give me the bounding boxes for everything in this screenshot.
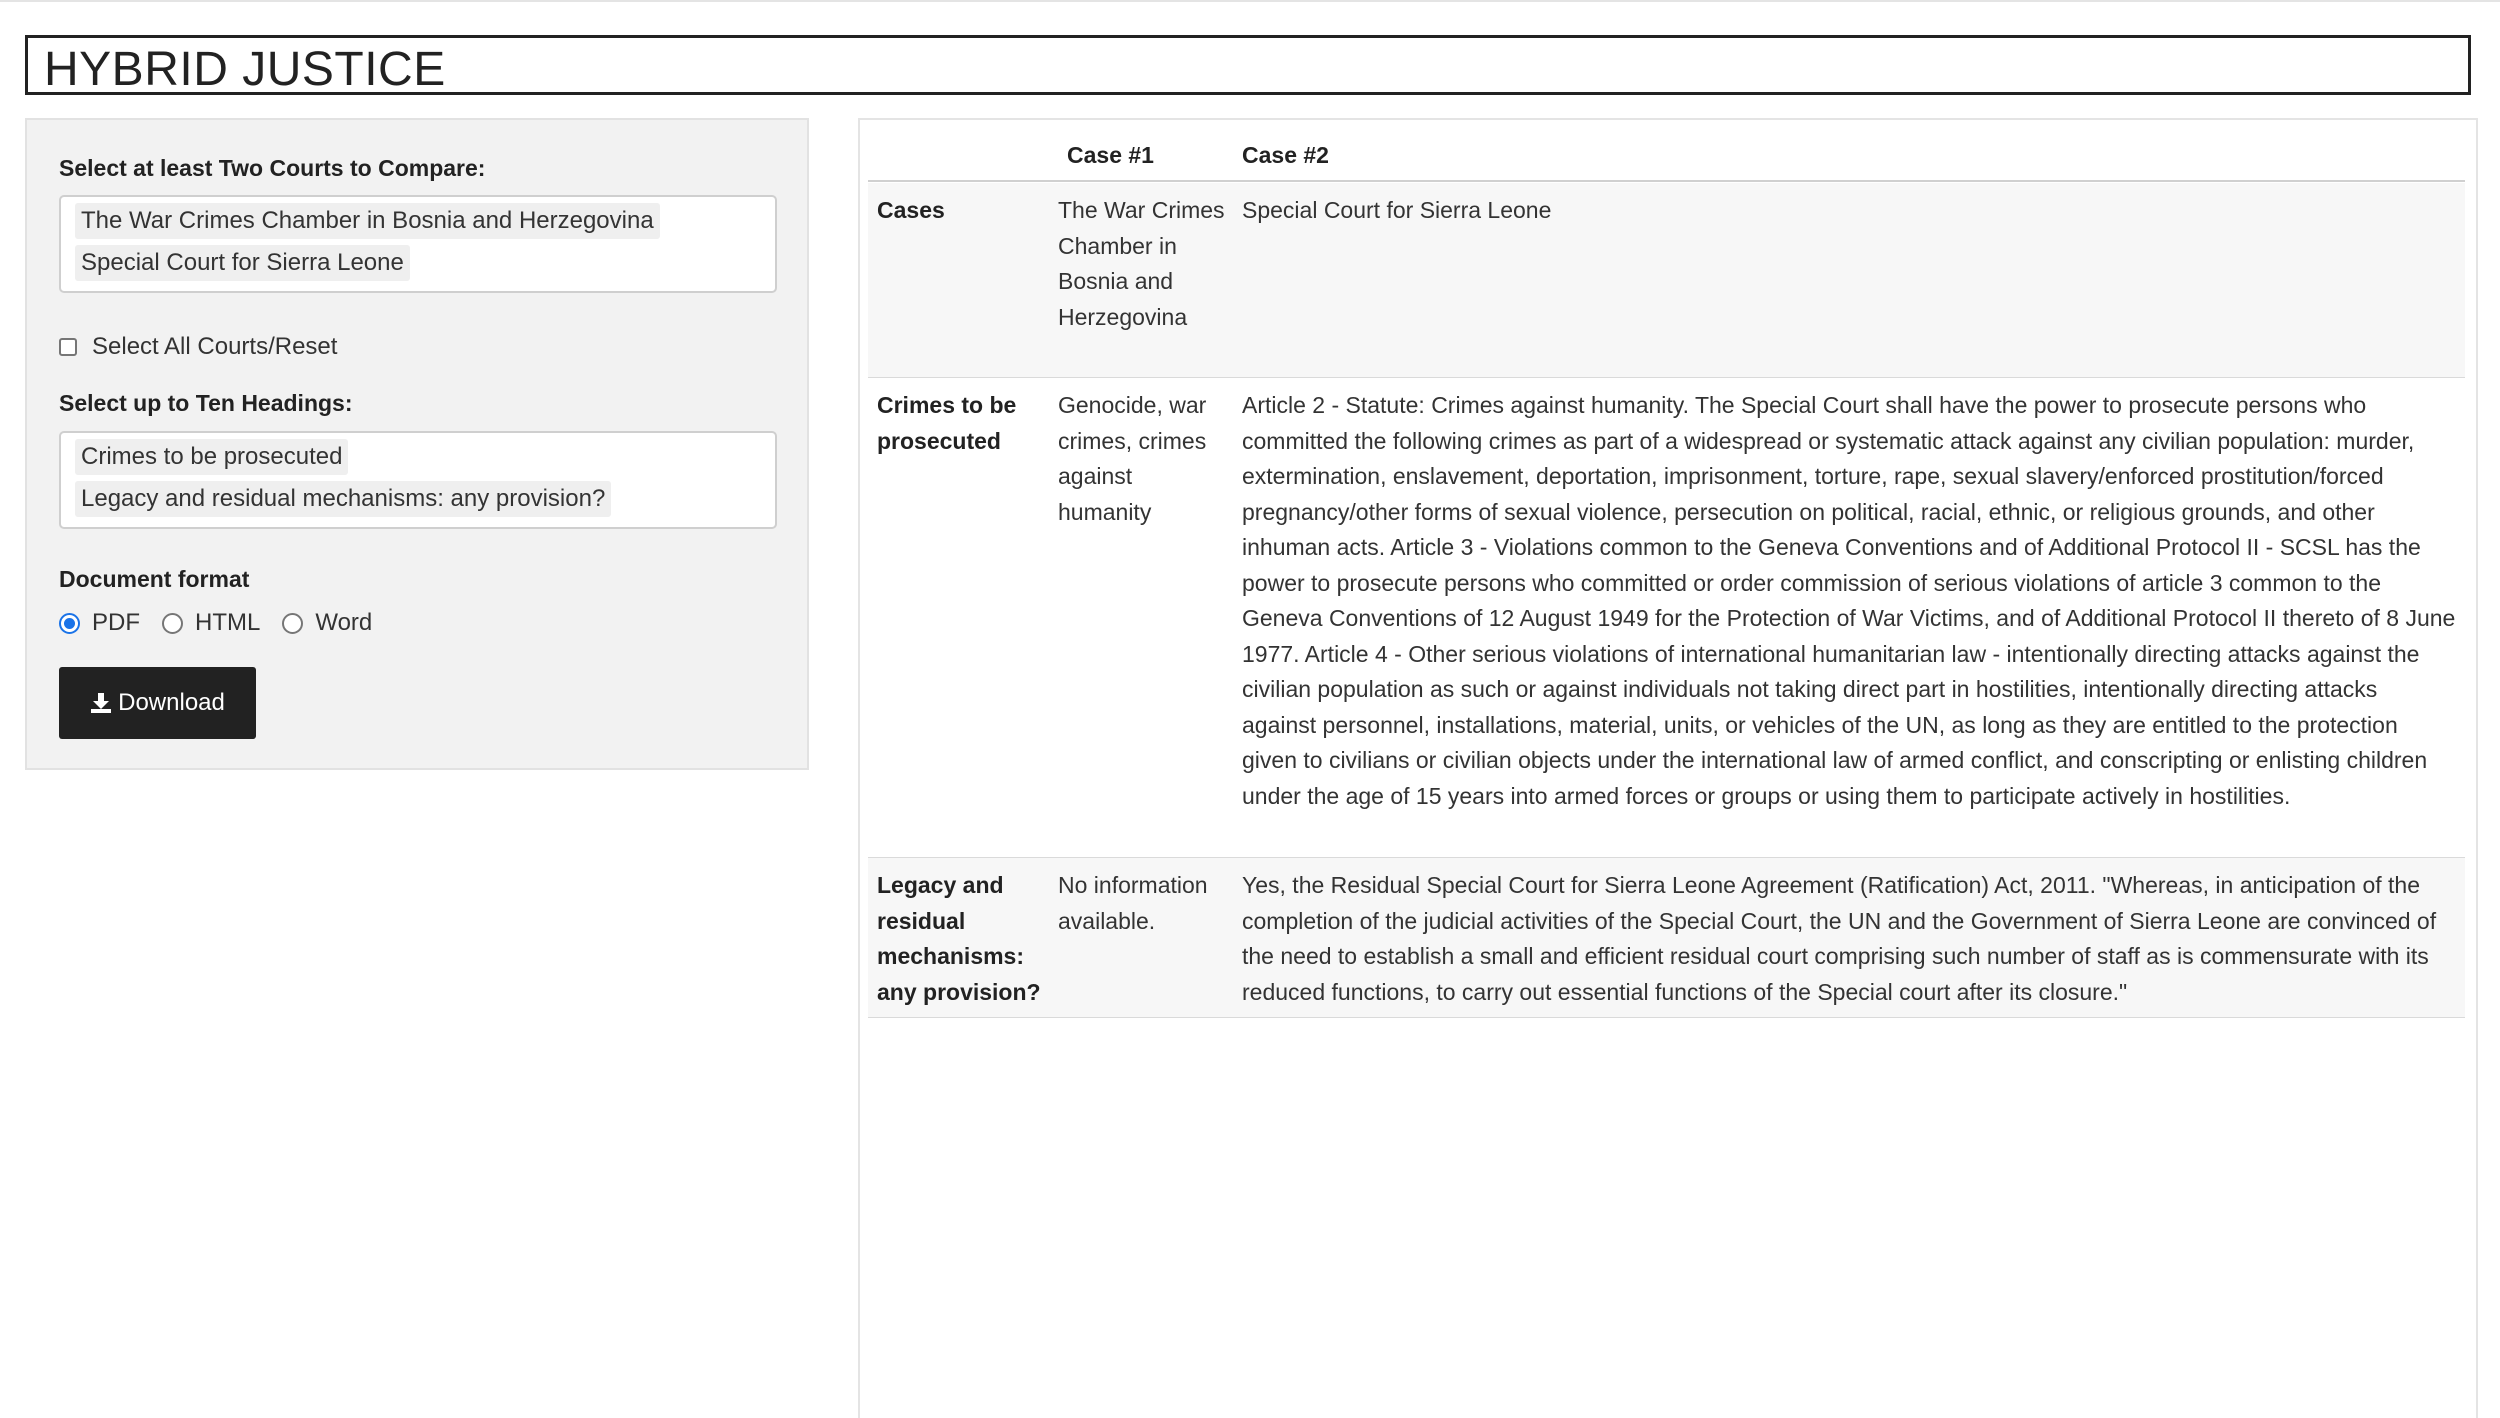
format-label: Document format [59, 566, 250, 592]
select-all-row[interactable] [59, 332, 337, 362]
courts-label: Select at least Two Courts to Compare: [59, 155, 486, 181]
download-icon [90, 692, 112, 714]
table-row [868, 378, 2465, 858]
case2-cell: Yes, the Residual Special Court for Sierra Leone Agreement (Ratification) Act, 2011. "Whereas, in anticipation of the completion of the judicial activities of the Special Court, the UN and the Government of Sierra Leone are convinced of the need to establish a small and efficient residual court comprising such number of staff as is commensurate with its reduced functions, to carry out essential functions of the Special court after its closure." [1242, 872, 2437, 1005]
format-label-word[interactable]: Word [315, 609, 373, 636]
select-all-label[interactable]: Select All Courts/Reset [92, 333, 338, 360]
case1-cell: Genocide, war crimes, crimes against humanity [1058, 392, 1207, 525]
row-heading: Legacy and residual mechanisms: any provision? [877, 872, 1041, 1005]
column-header-case2: Case #2 [1242, 142, 1329, 168]
case2-cell: Special Court for Sierra Leone [1242, 197, 1552, 223]
format-label-html[interactable]: HTML [195, 609, 261, 636]
court-chip[interactable]: Special Court for Sierra Leone [75, 245, 410, 281]
app-title-bar [25, 35, 2471, 95]
headings-label: Select up to Ten Headings: [59, 390, 353, 416]
row-heading: Crimes to be prosecuted [877, 392, 1017, 454]
select-all-checkbox[interactable] [59, 338, 77, 356]
case1-cell: The War Crimes Chamber in Bosnia and Herzegovina [1058, 197, 1225, 330]
courts-select[interactable] [59, 195, 777, 293]
comparison-table [858, 118, 2478, 1418]
headings-select[interactable] [59, 431, 777, 529]
app-title: HYBRID JUSTICE [44, 43, 446, 96]
format-radio-group [59, 608, 394, 638]
download-button[interactable] [59, 667, 256, 739]
heading-chip[interactable]: Crimes to be prosecuted [75, 439, 348, 475]
format-label-pdf[interactable]: PDF [92, 609, 140, 636]
top-divider [0, 0, 2500, 2]
column-header-case1: Case #1 [1067, 142, 1154, 168]
case2-cell: Article 2 - Statute: Crimes against humanity. The Special Court shall have the power to prosecute persons who committed the following crimes as part of a widespread or systematic attack against any civilian population: murder, extermination, enslavement, deportation, imprisonment, torture, rape, sexual slavery/enforced prostitution/forced pregnancy/other forms of sexual violence, persecution on political, racial, ethnic, or religious grounds, and other inhuman acts. Article 3 - Violations common to the Geneva Conventions and of Additional Protocol II - SCSL has the power to prosecute persons who committed or order commission of serious violations of article 3 common to the Geneva Conventions of 12 August 1949 for the Protection of War Victims, and of Additional Protocol II thereto of 8 June 1977. Article 4 - Other serious violations of international humanitarian law - intentionally directing attacks against the civilian population as such or against individuals not taking direct part in hostilities, intentionally directing attacks against personnel, installations, material, units, or vehicles of the UN, as long as they are entitled to the protection given to civilians or civilian objects under the international law of armed conflict, and conscripting or enlisting children under the age of 15 years into armed forces or groups or using them to participate actively in hostilities. [1242, 392, 2456, 809]
table-row [868, 183, 2465, 378]
download-label: Download [118, 689, 225, 716]
sidebar-panel [25, 118, 809, 770]
format-radio-word[interactable] [282, 613, 303, 634]
court-chip[interactable]: The War Crimes Chamber in Bosnia and Herzegovina [75, 203, 660, 239]
heading-chip[interactable]: Legacy and residual mechanisms: any provision? [75, 481, 611, 517]
row-heading: Cases [877, 197, 945, 223]
header-divider [868, 180, 2465, 182]
case1-cell: No information available. [1058, 872, 1208, 934]
table-row [868, 858, 2465, 1018]
format-radio-html[interactable] [162, 613, 183, 634]
format-radio-pdf[interactable] [59, 613, 80, 634]
